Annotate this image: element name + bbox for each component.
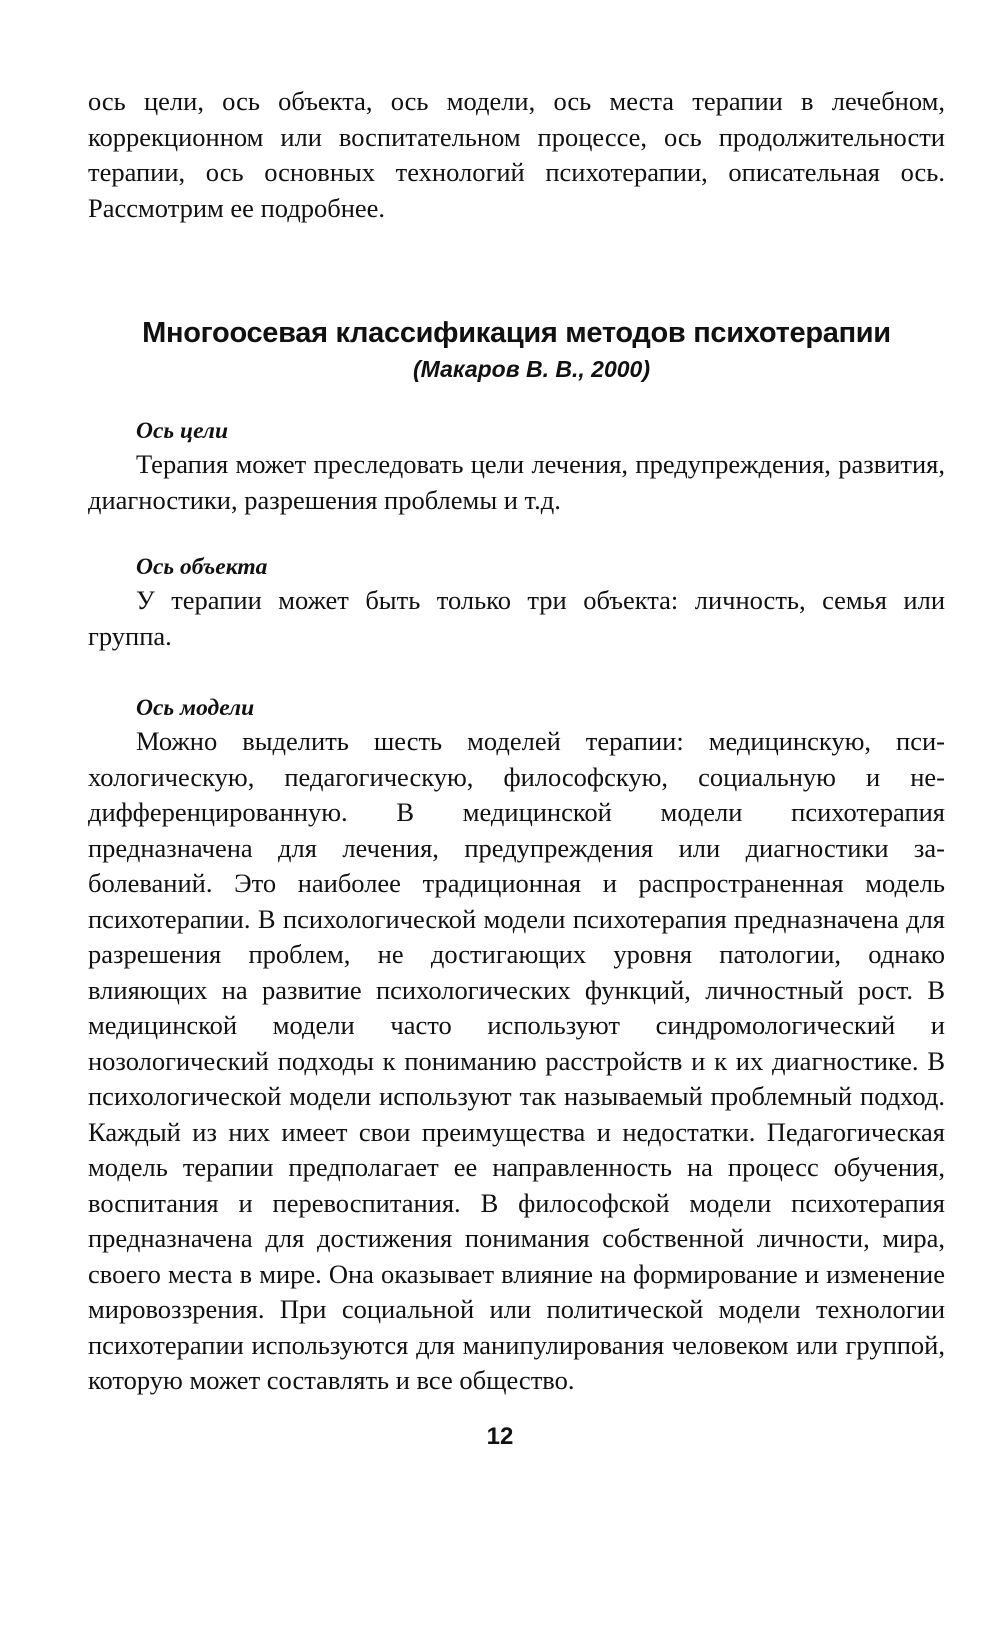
section-title-object-axis: Ось объекта xyxy=(136,554,268,580)
intro-paragraph: ось цели, ось объекта, ось модели, ось места терапии в лечебном, коррекционном или воспитательном процессе, ось продолжительности терапии, ось основных технологий психотерапии, описательная ось. Рассмотрим ее подробнее. xyxy=(88,86,945,223)
section-heading: Многоосевая классификация методов психотерапии xyxy=(142,317,891,349)
page-number: 12 xyxy=(486,1423,514,1450)
page-content xyxy=(88,84,945,1399)
section-text-model-axis: Можно выделить шесть моделей терапии: медицинскую, психологическую, педагогическую, философскую, социальную и недифференцированную. В медицинской модели психотерапия предназначена для лечения, предупреждения или диагностики заболеваний. Это наиболее традиционная и распространенная модель психотерапии. В психологической модели психотерапия предназначена для разрешения проблем, не достигающих уровня патологии, однако влияющих на развитие психологических функций, личностный рост. В медицинской модели часто используют синдромологический и нозологический подходы к пониманию расстройств и к их диагностике. В психологической модели используют так называемый проблемный подход. Каждый из них имеет свои преимущества и недостатки. Педагогическая модель терапии предполагает ее направленность на процесс обучения, воспитания и перевоспитания. В философской модели психотерапия предназначена для достижения понимания собственной личности, мира, своего места в мире. Она оказывает влияние на формирование и изменение мировоззрения. При социальной или политической модели технологии психотерапии используются для манипулирования человеком или группой, которую может составлять и все общество. xyxy=(88,726,945,1395)
section-title-goal-axis: Ось цели xyxy=(136,418,229,444)
section-text-goal-axis: Терапия может преследовать цели лечения, предупреждения, развития, диагностики, разрешения проблемы и т.д. xyxy=(88,449,945,515)
section-text-object-axis: У терапии может быть только три объекта: личность, семья или группа. xyxy=(88,585,945,651)
section-title-model-axis: Ось модели xyxy=(136,695,255,721)
heading-source: (Макаров В. В., 2000) xyxy=(413,356,650,382)
